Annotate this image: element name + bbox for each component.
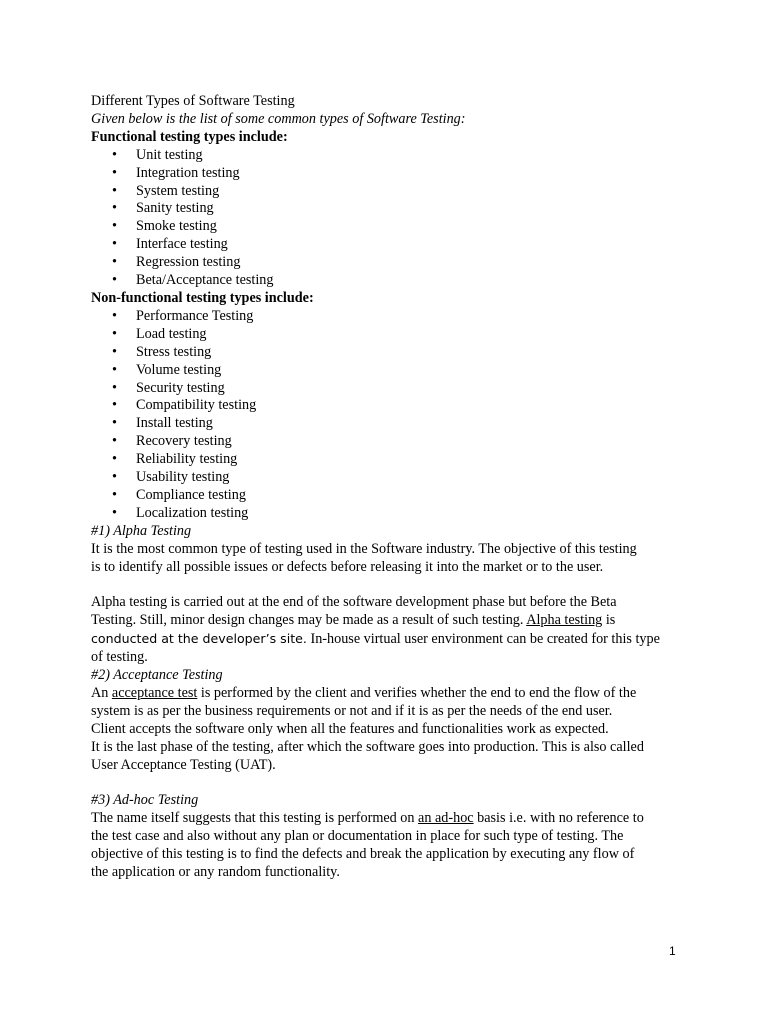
paragraph-line: It is the last phase of the testing, after which the software goes into production. This is also called xyxy=(91,738,644,755)
list-item: • Compliance testing xyxy=(112,486,246,503)
list-item: • Install testing xyxy=(112,415,213,432)
bullet-icon: • xyxy=(112,164,117,181)
list-item: • Reliability testing xyxy=(112,451,238,468)
bullet-icon: • xyxy=(112,415,117,432)
bullet-icon: • xyxy=(112,504,117,521)
bullet-icon: • xyxy=(112,486,117,503)
bullet-icon: • xyxy=(112,182,117,199)
section-heading-acceptance: #2) Acceptance Testing xyxy=(91,666,223,683)
bullet-icon: • xyxy=(112,325,117,342)
page-number: 1 xyxy=(669,944,676,958)
list-item: • Interface testing xyxy=(112,236,228,253)
list-item: • Compatibility testing xyxy=(112,397,257,414)
paragraph-line: Client accepts the software only when all the features and functionalities work as expected. xyxy=(91,720,609,737)
paragraph-line: User Acceptance Testing (UAT). xyxy=(91,756,276,773)
bullet-icon: • xyxy=(112,397,117,414)
paragraph-line: Testing. Still, minor design changes may be made as a result of such testing. Alpha testing is xyxy=(91,612,616,629)
acceptance-test-link[interactable]: acceptance test xyxy=(111,684,198,701)
list-item: • Recovery testing xyxy=(112,433,232,450)
list-item: • Sanity testing xyxy=(112,200,214,217)
bullet-icon: • xyxy=(112,236,117,253)
paragraph-line: the test case and also without any plan or documentation in place for such type of testing. The xyxy=(91,828,624,845)
bullet-icon: • xyxy=(112,254,117,271)
functional-heading: Functional testing types include: xyxy=(91,128,288,145)
paragraph-line: conducted at the developer’s site. In-house virtual user environment can be created for this type xyxy=(91,631,660,648)
list-item: • Volume testing xyxy=(112,361,222,378)
list-item: • Stress testing xyxy=(112,343,212,360)
paragraph-line: An acceptance test is performed by the client and verifies whether the end to end the flow of the xyxy=(91,684,637,701)
bullet-icon: • xyxy=(112,146,117,163)
paragraph-line: It is the most common type of testing used in the Software industry. The objective of this testing xyxy=(91,540,637,557)
bullet-icon: • xyxy=(112,343,117,360)
bullet-icon: • xyxy=(112,200,117,217)
list-item: • Smoke testing xyxy=(112,218,217,235)
list-item: • Usability testing xyxy=(112,469,230,486)
paragraph-line: of testing. xyxy=(91,649,148,666)
list-item: • Performance Testing xyxy=(112,307,254,324)
bullet-icon: • xyxy=(112,379,117,396)
bullet-icon: • xyxy=(112,451,117,468)
paragraph-line: system is as per the business requirements or not and if it is as per the needs of the end user. xyxy=(91,702,613,719)
paragraph-line: objective of this testing is to find the defects and break the application by executing any flow of xyxy=(91,846,635,863)
bullet-icon: • xyxy=(112,307,117,324)
list-item: • Localization testing xyxy=(112,504,249,521)
bullet-icon: • xyxy=(112,361,117,378)
document-body xyxy=(91,93,691,882)
ad-hoc-link[interactable]: an ad-hoc xyxy=(418,810,474,827)
nonfunctional-list xyxy=(91,308,691,523)
nonfunctional-heading: Non-functional testing types include: xyxy=(91,289,314,306)
paragraph-line: is to identify all possible issues or defects before releasing it into the market or to the user. xyxy=(91,558,604,575)
document-title: Different Types of Software Testing xyxy=(91,93,295,109)
list-item: • Unit testing xyxy=(112,146,203,163)
bullet-icon: • xyxy=(112,469,117,486)
list-item: • Integration testing xyxy=(112,164,240,181)
paragraph-spacer xyxy=(91,576,691,594)
paragraph-line: The name itself suggests that this testing is performed on an ad-hoc basis i.e. with no reference to xyxy=(91,810,644,827)
bullet-icon: • xyxy=(112,272,117,289)
intro-text: Given below is the list of some common types of Software Testing: xyxy=(91,110,466,127)
bullet-icon: • xyxy=(112,433,117,450)
paragraph-spacer xyxy=(91,774,691,792)
list-item: • System testing xyxy=(112,182,220,199)
paragraph-line: the application or any random functionality. xyxy=(91,863,340,880)
functional-list xyxy=(91,147,691,290)
paragraph-line: Alpha testing is carried out at the end of the software development phase but before the Beta xyxy=(91,594,617,611)
list-item: • Security testing xyxy=(112,379,225,396)
list-item: • Regression testing xyxy=(112,254,241,271)
section-heading-adhoc: #3) Ad-hoc Testing xyxy=(91,792,199,809)
section-heading-alpha: #1) Alpha Testing xyxy=(91,522,192,539)
bullet-icon: • xyxy=(112,218,117,235)
alpha-testing-link[interactable]: Alpha testing xyxy=(526,612,603,629)
list-item: • Beta/Acceptance testing xyxy=(112,272,274,289)
list-item: • Load testing xyxy=(112,325,207,342)
